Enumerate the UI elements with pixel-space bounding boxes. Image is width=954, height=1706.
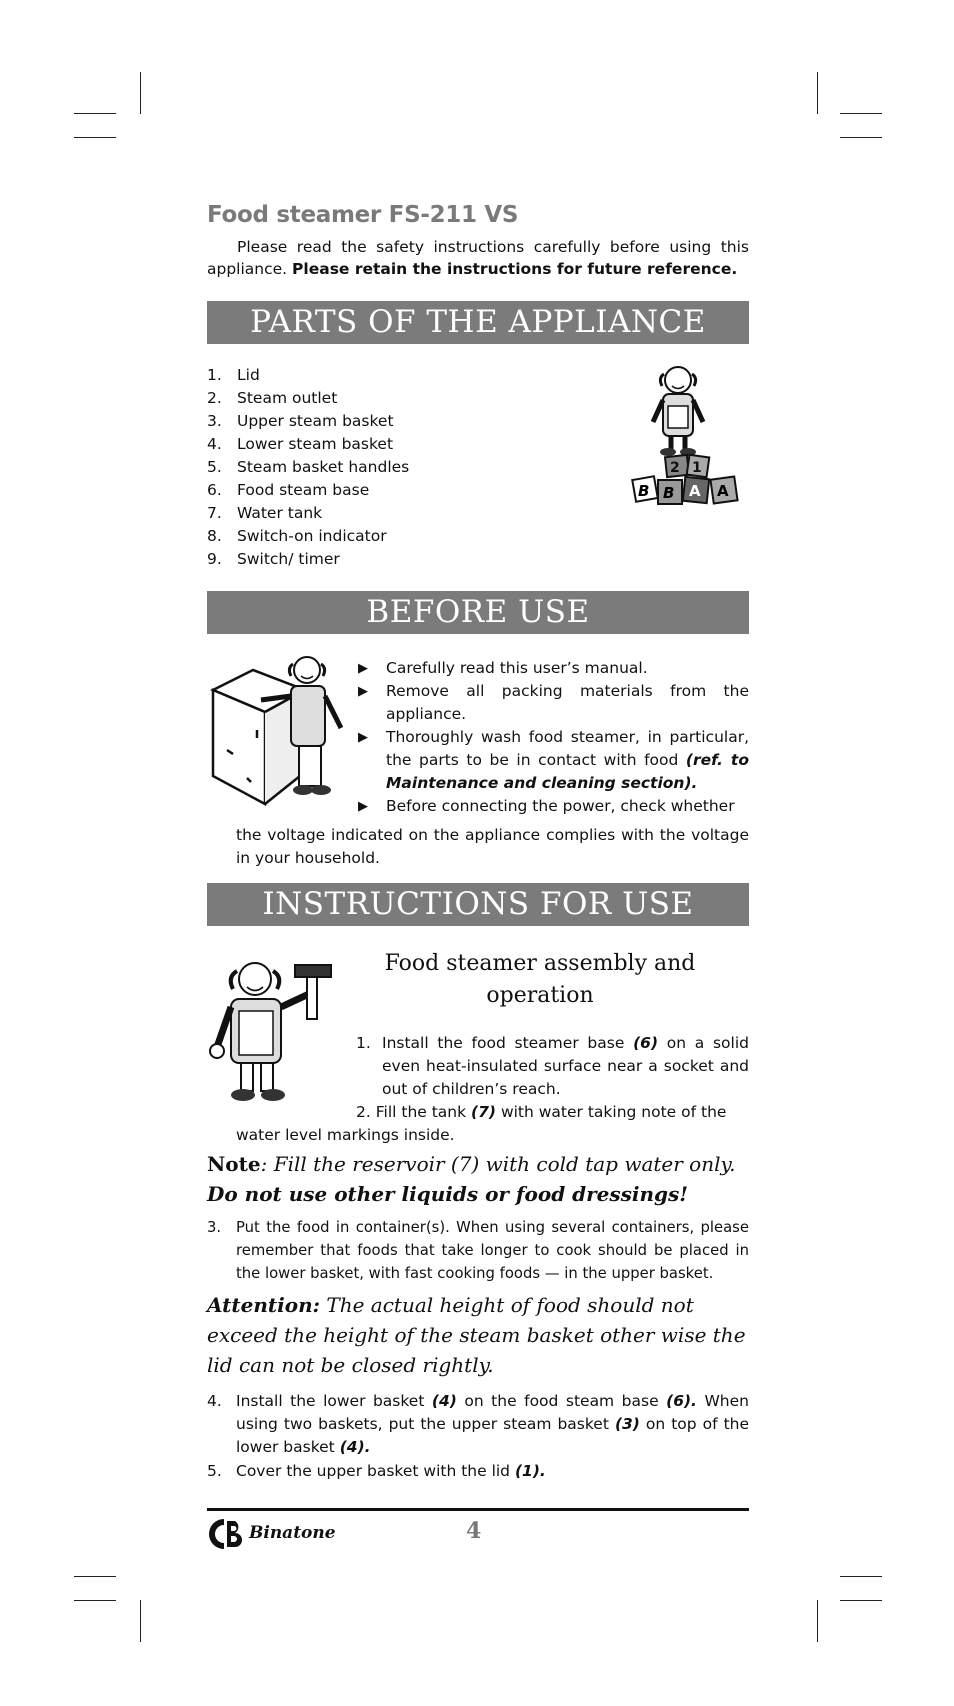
page-title: Food steamer FS-211 VS	[207, 202, 519, 228]
footer-rule	[207, 1508, 749, 1511]
svg-text:1: 1	[692, 460, 702, 476]
step-2-continuation: water level markings inside.	[236, 1126, 455, 1144]
step-3: 3. Put the food in container(s). When using several containers, please remember that foods that take longer to cook should be placed in the lower basket, with fast cooking foods — in the upper basket.	[207, 1219, 749, 1282]
subsection-heading: Food steamer assembly and operation	[384, 951, 696, 1008]
cartoon-man-on-blocks-illustration	[628, 360, 746, 520]
crop-mark	[140, 1600, 141, 1642]
svg-text:B: B	[638, 482, 650, 500]
list-item: ▶ Carefully read this user’s manual.	[356, 657, 749, 680]
intro-text: Please read the safety instructions carefully before using this appliance.	[207, 238, 749, 278]
step-4: 4. Install the lower basket (4) on the food steam base (6). When using two baskets, put the upper steam basket (3) on top of the lower basket (4).	[207, 1392, 750, 1456]
before-use-list	[356, 657, 749, 818]
svg-text:B: B	[663, 484, 675, 502]
step-2: 2. Fill the tank (7) with water taking note of the	[356, 1103, 727, 1121]
before-use-continuation: the voltage indicated on the appliance complies with the voltage in your household.	[236, 826, 749, 867]
list-item: 8. Switch-on indicator	[207, 527, 387, 545]
cartoon-man-with-hammer-illustration	[207, 955, 352, 1115]
intro-bold: Please retain the instructions for future reference.	[292, 260, 738, 278]
crop-mark	[74, 1600, 116, 1601]
crop-mark	[74, 137, 116, 138]
list-item: ▶ Remove all packing materials from the appliance.	[358, 682, 749, 723]
page-number: 4	[466, 1518, 482, 1544]
binatone-logo-mark-icon	[207, 1517, 249, 1551]
step-5: 5. Cover the upper basket with the lid (1).	[207, 1462, 546, 1480]
crop-mark	[840, 137, 882, 138]
crop-mark	[140, 72, 141, 114]
crop-mark	[840, 1576, 882, 1577]
list-item: 6. Food steam base	[207, 481, 370, 499]
attention-note: Attention: The actual height of food should not exceed the height of the steam basket other wise the lid can not be closed rightly.	[207, 1293, 746, 1377]
list-item: 1. Lid	[207, 366, 260, 384]
crop-mark	[817, 72, 818, 114]
list-item: 2. Steam outlet	[207, 389, 338, 407]
svg-text:2: 2	[670, 460, 680, 476]
note: Note: Fill the reservoir (7) with cold tap water only. Do not use other liquids or food dressings!	[207, 1152, 736, 1206]
bullet-arrow-icon: ▶	[358, 730, 368, 745]
intro-paragraph	[207, 236, 749, 280]
section-header-instructions: INSTRUCTIONS FOR USE	[207, 883, 749, 926]
svg-text:A: A	[717, 482, 729, 500]
section-header-parts: PARTS OF THE APPLIANCE	[207, 301, 749, 344]
bullet-arrow-icon: ▶	[358, 799, 368, 814]
parts-list	[207, 364, 409, 571]
cartoon-man-with-box-illustration	[207, 650, 352, 810]
list-item: 9. Switch/ timer	[207, 550, 340, 568]
list-item: ▶ Thoroughly wash food steamer, in particular, the parts to be in contact with food (ref. to Maintenance and cleaning section).	[358, 728, 749, 792]
svg-text:A: A	[689, 482, 701, 500]
crop-mark	[840, 113, 882, 114]
bullet-arrow-icon: ▶	[358, 661, 368, 676]
crop-mark	[840, 1600, 882, 1601]
crop-mark	[817, 1600, 818, 1642]
list-item: 7. Water tank	[207, 504, 323, 522]
list-item: 4. Lower steam basket	[207, 435, 394, 453]
list-item: 3. Upper steam basket	[207, 412, 394, 430]
section-header-before-use: BEFORE USE	[207, 591, 749, 634]
crop-mark	[74, 113, 116, 114]
brand-name: Binatone	[249, 1523, 336, 1543]
bullet-arrow-icon: ▶	[358, 684, 368, 699]
list-item: ▶ Before connecting the power, check whether	[356, 795, 749, 818]
crop-mark	[74, 1576, 116, 1577]
list-item: 5. Steam basket handles	[207, 458, 410, 476]
binatone-logo	[207, 1517, 347, 1551]
step-1: 1. Install the food steamer base (6) on a solid even heat-insulated surface near a socket and out of children’s reach.	[356, 1034, 749, 1098]
